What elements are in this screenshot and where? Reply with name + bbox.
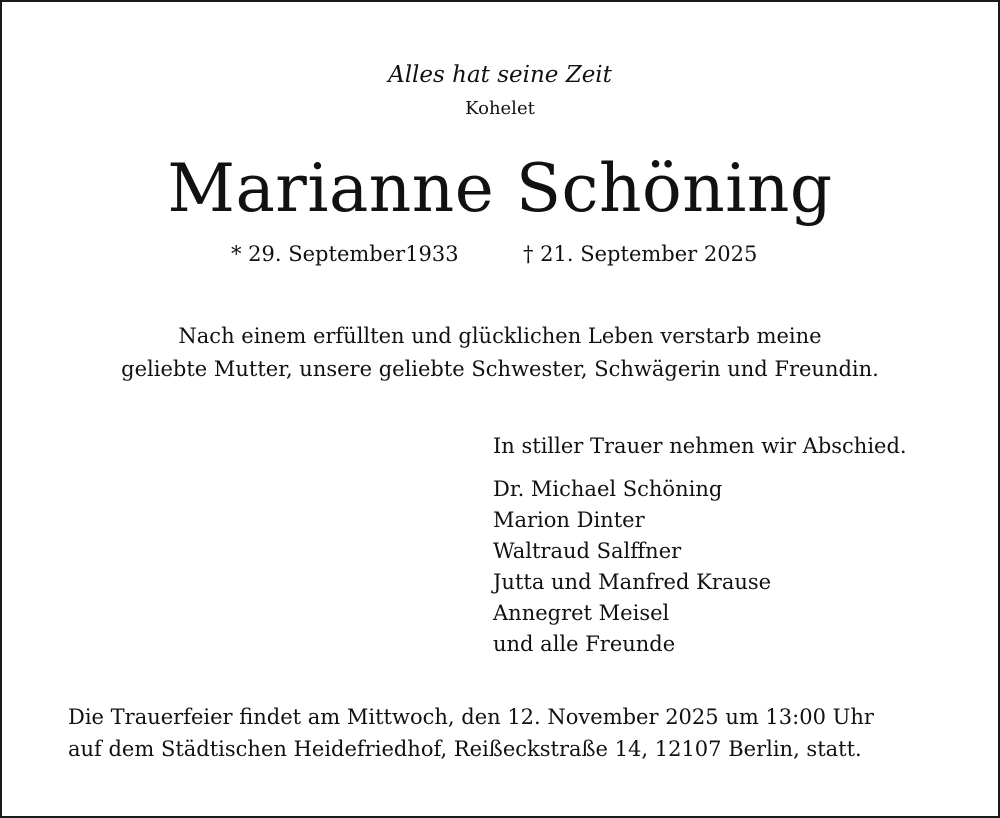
mourner-name: Jutta und Manfred Krause [493,570,772,594]
death-date: † 21. September 2025 [523,242,758,266]
mourners-list [493,474,771,660]
obituary-message-line: geliebte Mutter, unsere geliebte Schwester, Schwägerin und Freundin. [121,357,879,381]
ceremony-line: auf dem Städtischen Heidefriedhof, Reißeckstraße 14, 12107 Berlin, statt. [68,737,862,761]
deceased-name: Marianne Schöning [167,150,833,227]
motto-quote: Alles hat seine Zeit [388,62,612,88]
mourner-name: Waltraud Salffner [493,539,682,563]
ceremony-line: Die Trauerfeier findet am Mittwoch, den 12. November 2025 um 13:00 Uhr [68,705,874,729]
motto-source: Kohelet [465,98,535,119]
mourner-name: und alle Freunde [493,632,676,656]
ceremony-details [68,701,874,765]
mourning-intro: In stiller Trauer nehmen wir Abschied. [493,434,907,458]
mourner-name: Marion Dinter [493,508,645,532]
obituary-message-line: Nach einem erfüllten und glücklichen Leben verstarb meine [178,324,822,348]
mourner-name: Annegret Meisel [493,601,670,625]
obituary-message [2,320,998,386]
mourner-name: Dr. Michael Schöning [493,477,723,501]
birth-date: * 29. September1933 [231,242,459,266]
